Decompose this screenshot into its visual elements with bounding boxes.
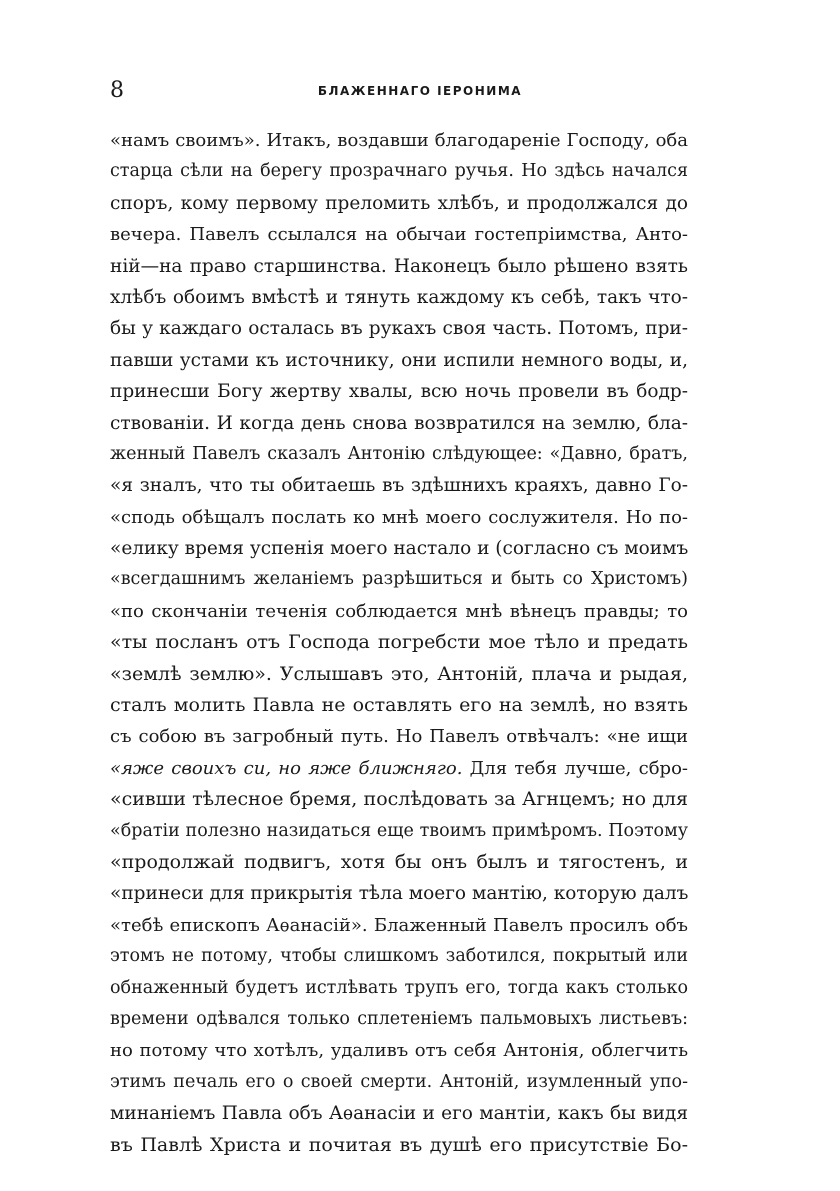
- text-line: этомъ не потому, чтобы слишкомъ заботился, покрытый или: [110, 946, 688, 967]
- text-line: «елику время успенія моего настало и (согласно съ моимъ: [110, 538, 689, 560]
- text-line-mixed: [110, 753, 688, 784]
- text-line: минаніемъ Павла объ Аѳанасіи и его мантіи, какъ бы видя: [110, 1103, 688, 1125]
- text-line: «ты посланъ отъ Господа погребсти мое тѣло и предать: [110, 631, 688, 654]
- text-line: «землѣ землю». Услышавъ это, Антоній, плача и рыдая,: [110, 662, 688, 685]
- text-line: бы у каждаго осталась въ рукахъ своя часть. Потомъ, при-: [110, 318, 688, 340]
- text-line: ствованіи. И когда день снова возвратился на землю, бла-: [110, 412, 688, 434]
- text-line: «всегдашнимъ желаніемъ разрѣшиться и быть со Христомъ): [110, 569, 688, 590]
- text-line: старца сѣли на берегу прозрачнаго ручья. Но здѣсь начался: [110, 161, 688, 182]
- text-line: времени одѣвался только сплетеніемъ пальмовыхъ листьевъ:: [110, 1008, 688, 1029]
- text-line: «принеси для прикрытія тѣла моего мантію, которую далъ: [110, 883, 689, 905]
- running-head: [110, 78, 730, 104]
- text-line: женный Павелъ сказалъ Антонію слѣдующее: «Давно, братъ,: [110, 443, 688, 464]
- text-line: этимъ печаль его о своей смерти. Антоній, изумленный упо-: [110, 1071, 688, 1092]
- running-title: БЛАЖЕННАГО ІЕРОНИМА: [317, 84, 523, 98]
- text-line: вечера. Павелъ ссылался на обычаи гостепріимства, Анто-: [110, 224, 688, 246]
- text-line: хлѣбъ обоимъ вмѣстѣ и тянуть каждому къ себѣ, такъ что-: [110, 286, 688, 308]
- text-line: «продолжай подвигъ, хотя бы онъ былъ и тягостенъ, и: [110, 850, 688, 873]
- text-line: ній—на право старшинства. Наконецъ было рѣшено взять: [110, 255, 688, 277]
- text-line: «сивши тѣлесное бремя, послѣдовать за Агнцемъ; но для: [110, 788, 688, 811]
- text-line: «по скончаніи теченія соблюдается мнѣ вѣнецъ правды; то: [110, 600, 688, 622]
- roman-text: Для тебя лучше, сбро-: [462, 757, 688, 779]
- text-line: «братіи полезно назидаться еще твоимъ примѣромъ. Поэтому: [110, 820, 688, 841]
- text-line: принесши Богу жертву хвалы, всю ночь провели въ бодр-: [110, 381, 688, 403]
- text-line: павши устами къ источнику, они испили немного воды, и,: [110, 349, 688, 371]
- text-line: сталъ молить Павла не оставлять его на землѣ, но взять: [110, 694, 688, 717]
- text-line: въ Павлѣ Христа и почитая въ душѣ его присутствіе Бо-: [110, 1133, 688, 1156]
- text-line: споръ, кому первому преломить хлѣбъ, и продолжался до: [110, 192, 688, 214]
- text-line: «тебѣ епископъ Аѳанасій». Блаженный Павелъ просилъ объ: [110, 914, 688, 936]
- text-line: «сподь обѣщалъ послать ко мнѣ моего сослужителя. Но по-: [110, 506, 688, 528]
- body-text: [110, 125, 688, 1161]
- italic-quote: «яже своихъ си, но яже ближняго.: [110, 757, 463, 779]
- text-line: «я зналъ, что ты обитаешь въ здѣшнихъ краяхъ, давно Го-: [110, 475, 688, 497]
- page-number: 8: [110, 78, 124, 103]
- text-line: но потому что хотѣлъ, удаливъ отъ себя Антонія, облегчить: [110, 1040, 688, 1062]
- text-line: съ собою въ загробный путь. Но Павелъ отвѣчалъ: «не ищи: [110, 726, 688, 748]
- text-line: обнаженный будетъ истлѣвать трупъ его, тогда какъ столько: [110, 977, 688, 998]
- text-line: «намъ своимъ». Итакъ, воздавши благодареніе Господу, оба: [110, 130, 688, 151]
